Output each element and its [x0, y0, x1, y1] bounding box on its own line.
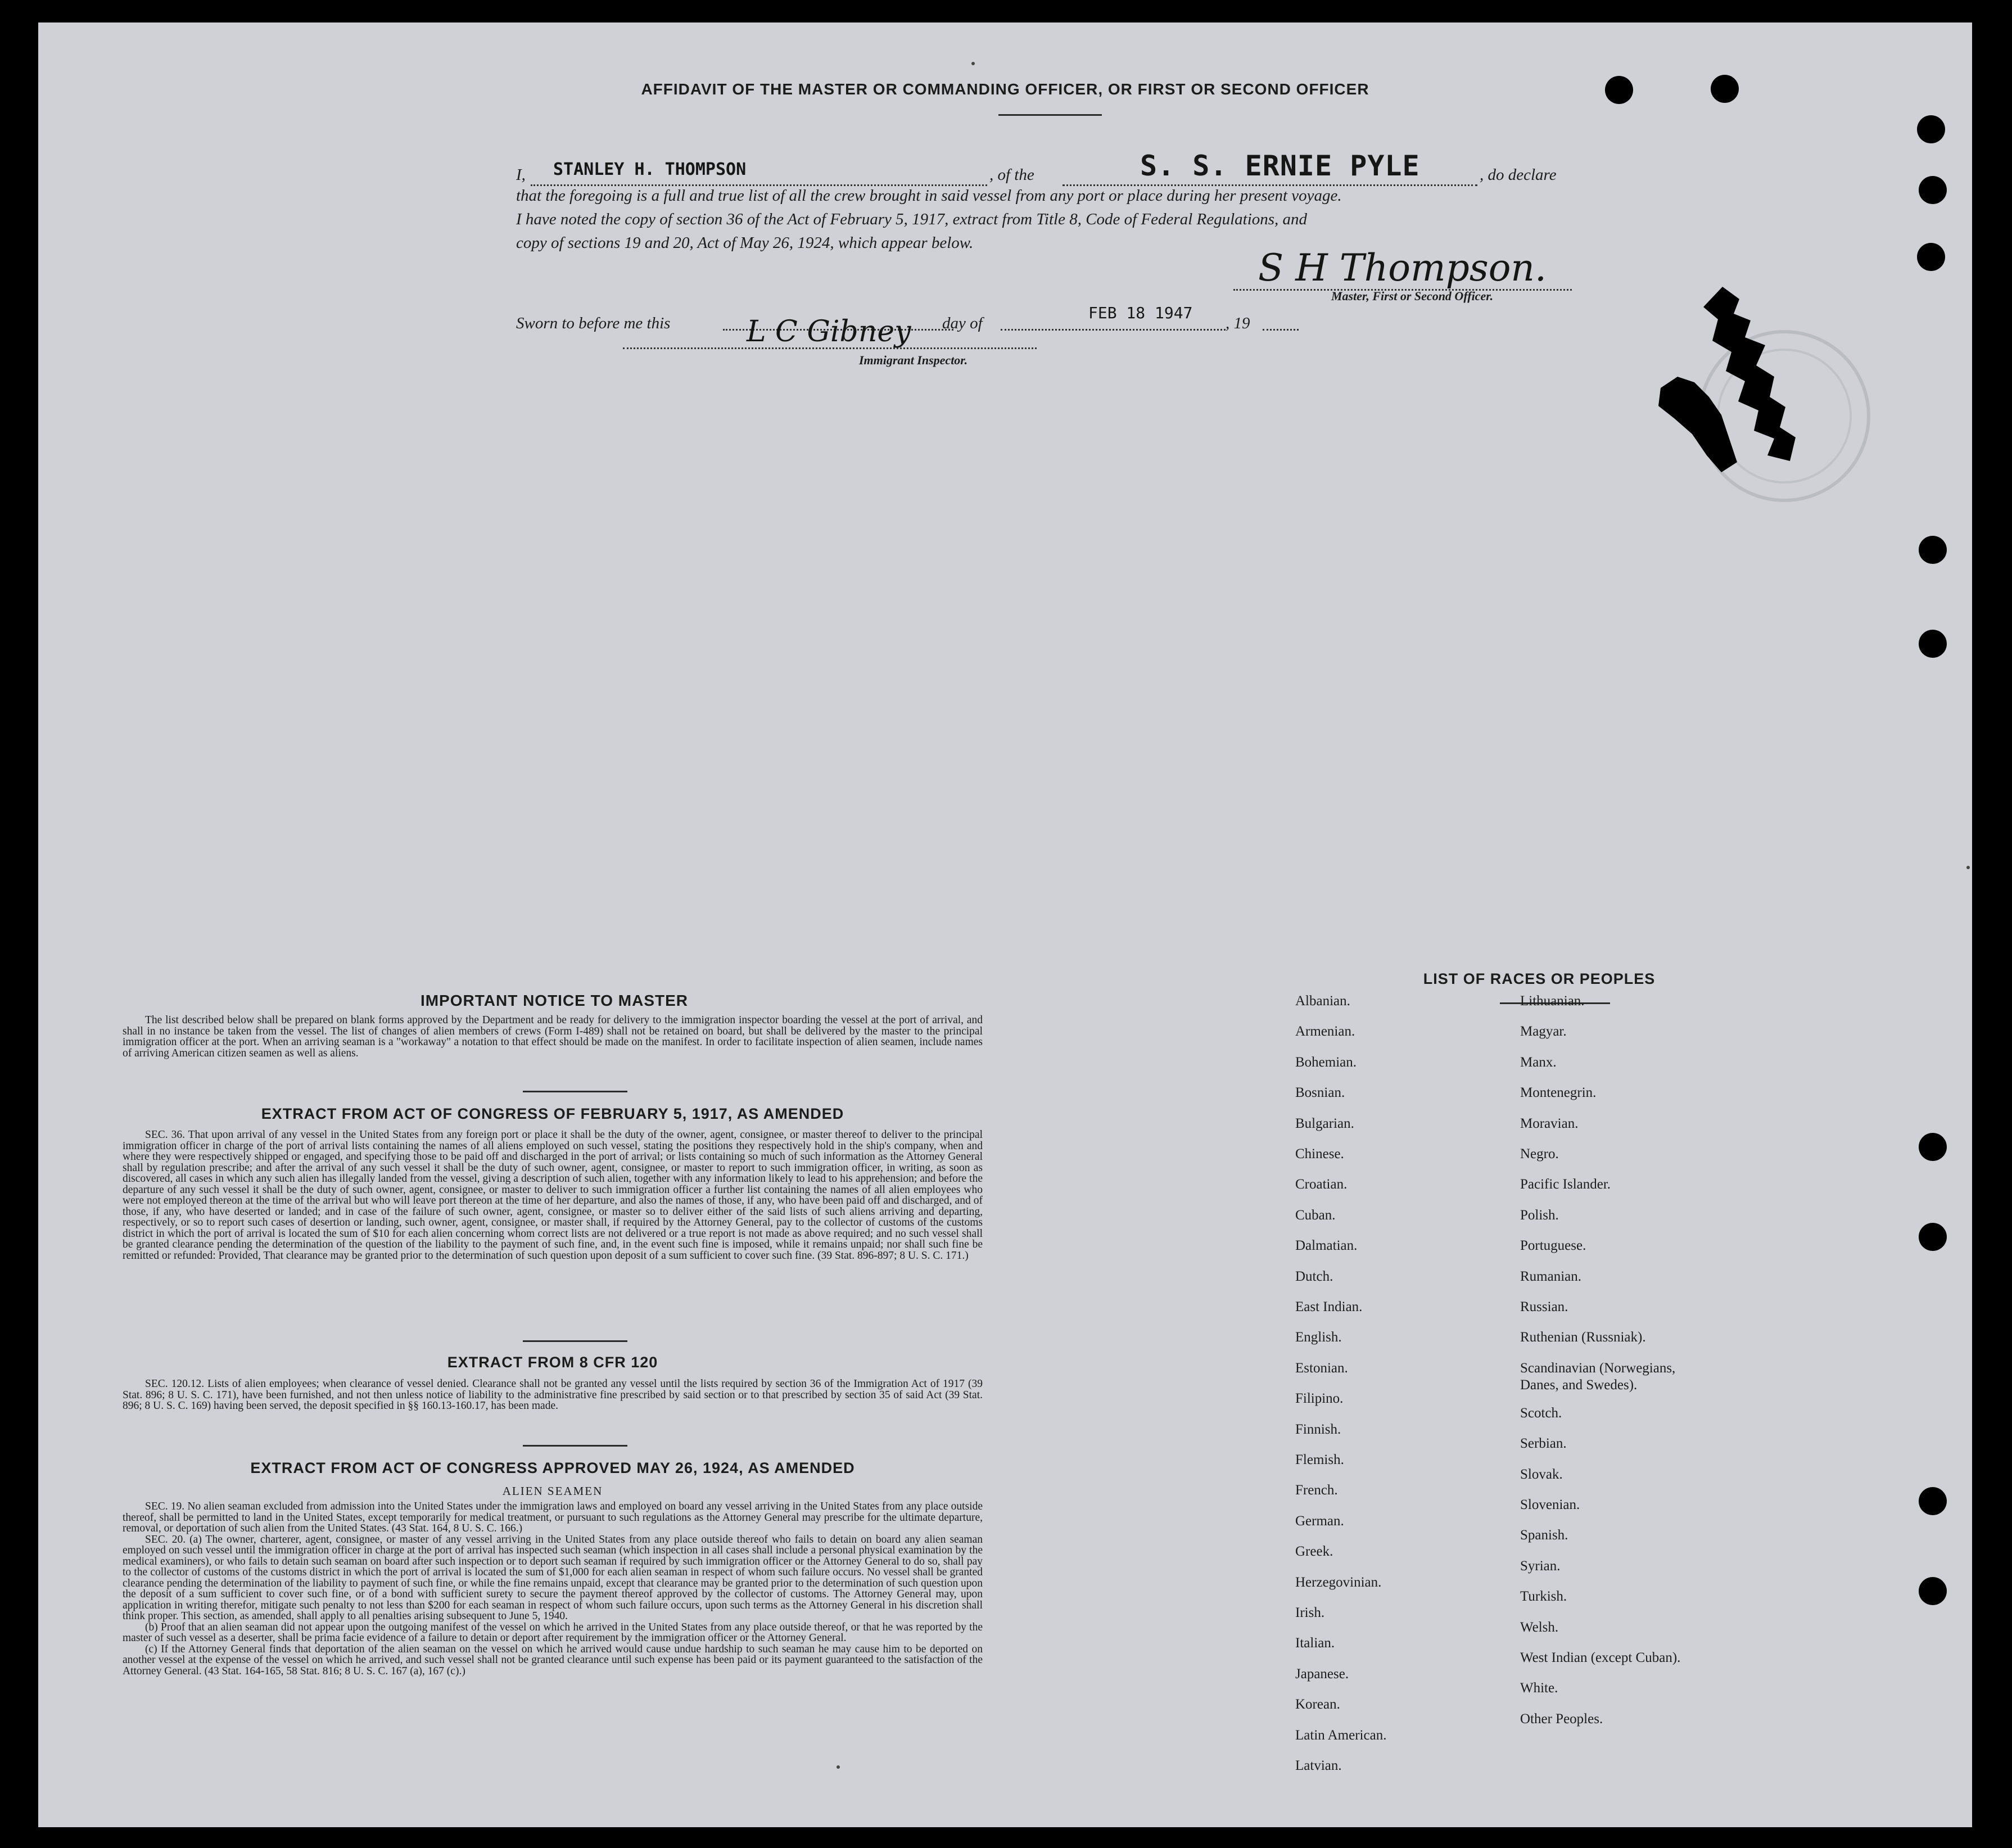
extract-1924-block [123, 1501, 983, 1677]
race-item: Albanian. [1295, 993, 1350, 1009]
declaration-line-3: I have noted the copy of section 36 of the Act of February 5, 1917, extract from Title 8, Code of Federal Regulations, and [516, 210, 1308, 228]
race-item: Portuguese. [1520, 1238, 1586, 1254]
race-item: Montenegrin. [1520, 1085, 1597, 1101]
race-item: Latvian. [1295, 1758, 1342, 1773]
speck [837, 1765, 840, 1769]
race-item: Magyar. [1520, 1024, 1567, 1040]
race-item: Scandinavian (Norwegians, [1520, 1360, 1676, 1376]
declaration-line-4: copy of sections 19 and 20, Act of May 26, 1924, which appear below. [516, 234, 974, 252]
vessel-name: S. S. ERNIE PYLE [1140, 150, 1420, 182]
race-item: Armenian. [1295, 1024, 1355, 1040]
race-item: Spanish. [1520, 1528, 1568, 1543]
speck [971, 62, 975, 65]
race-item: Manx. [1520, 1054, 1557, 1070]
punch-hole [1919, 1577, 1947, 1605]
master-name-line [531, 184, 987, 186]
punch-hole [1919, 176, 1947, 204]
race-item: East Indian. [1295, 1299, 1363, 1314]
race-item: Greek. [1295, 1544, 1333, 1560]
race-item: Herzegovinian. [1295, 1574, 1382, 1590]
race-item: Serbian. [1520, 1436, 1567, 1452]
punch-hole [1917, 115, 1945, 143]
race-item: Welsh. [1520, 1619, 1559, 1635]
punch-hole [1919, 1223, 1947, 1251]
extract-1924-sec20a: SEC. 20. (a) The owner, charterer, agent, consignee, or master of any vessel arriving in the United States from any place outside thereof who fails to detain on board any alien seaman employed on such vessel until the immigration officer in charge at the port of arrival has inspected such seaman (which inspection in all cases shall include a personal physical examination by the medical examiners), or who fails to detain such seaman on board after such inspection or to deport such seaman if required by such immigration officer or the Attorney General to do so, shall pay to the collector of customs of the customs district in which the port of arrival is located the sum of $1,000 for each alien seaman in respect of whom such failure occurs. No vessel shall be granted clearance pending the determination of the liability to payment of such fine, or while the fine remains unpaid, except that clearance may be granted prior to the determination of such question upon the deposit of a sum sufficient to cover such fine, or of a bond with sufficient surety to secure the payment thereof approved by the collector of customs. The Attorney General may, upon application in writing therefor, mitigate such penalty to not less than $200 for each seaman in respect of whom such failure occurs, upon such terms as the Attorney General in his discretion shall think proper. This section, as amended, shall apply to all penalties arising subsequent to June 5, 1940. [123, 1533, 983, 1622]
race-item: West Indian (except Cuban). [1520, 1650, 1681, 1665]
punch-hole [1711, 75, 1739, 103]
race-item: Slovak. [1520, 1466, 1563, 1482]
race-item: Dutch. [1295, 1268, 1333, 1284]
race-item: Rumanian. [1520, 1268, 1582, 1284]
race-item: Negro. [1520, 1146, 1559, 1162]
seal-emblem [1655, 287, 1891, 545]
race-item: Filipino. [1295, 1391, 1344, 1407]
i-label: I, [516, 166, 526, 184]
extract-1924-title: EXTRACT FROM ACT OF CONGRESS APPROVED MAY 26, 1924, AS AMENDED [250, 1460, 855, 1476]
race-item: Chinese. [1295, 1146, 1344, 1162]
extract-1917-block [123, 1129, 983, 1261]
race-item: Scotch. [1520, 1405, 1562, 1421]
extract-1917-title: EXTRACT FROM ACT OF CONGRESS OF FEBRUARY 5, 1917, AS AMENDED [261, 1105, 844, 1122]
form-page [38, 22, 1972, 1827]
master-caption: Master, First or Second Officer. [1331, 289, 1494, 303]
race-item: Lithuanian. [1520, 993, 1585, 1009]
affidavit-title: AFFIDAVIT OF THE MASTER OR COMMANDING OFFICER, OR FIRST OR SECOND OFFICER [641, 80, 1369, 98]
race-item: Flemish. [1295, 1452, 1344, 1467]
extract-1924-sec20b: (b) Proof that an alien seaman did not appear upon the outgoing manifest of the vessel on which he arrived in the United States from any place outside thereof, or that he was reported by the master of such vessel as a deserter, shall be prima facie evidence of a failure to detain or deport after requirement by the immigration officer or the Attorney General. [123, 1621, 983, 1644]
race-item: German. [1295, 1513, 1344, 1529]
race-item: French. [1295, 1483, 1338, 1498]
master-name: STANLEY H. THOMPSON [553, 160, 747, 179]
extract-1917-divider [523, 1340, 627, 1342]
sworn-month-line [1001, 329, 1226, 331]
extract-8cfr-block [123, 1379, 983, 1412]
race-item: Latin American. [1295, 1727, 1387, 1743]
race-item: White. [1520, 1680, 1558, 1696]
race-item: Danes, and Swedes). [1520, 1377, 1638, 1393]
punch-hole [1917, 243, 1945, 271]
speck [1966, 866, 1970, 869]
extract-1924-subtitle: ALIEN SEAMEN [502, 1484, 603, 1498]
punch-hole [1919, 1133, 1947, 1161]
race-item: Finnish. [1295, 1421, 1341, 1437]
race-item: Syrian. [1520, 1558, 1561, 1574]
race-item: English. [1295, 1330, 1342, 1345]
notice-body: The list described below shall be prepared on blank forms approved by the Department and be ready for delivery to the immigration inspector boarding the vessel at the port of arrival, and shall in no instance be taken from the vessel. The list of changes of alien members of crews (Form I-489) shall not be retained on board, but shall be delivered by the master to the principal immigration officer at the port. When an arriving seaman is a "workaway" a notation to that effect should be made on the manifest. In order to facilitate inspection of alien seamen, include names of arriving American citizen seamen as well as aliens. [123, 1014, 983, 1059]
punch-hole [1605, 76, 1633, 104]
inspector-signature: L C Gibney [747, 315, 911, 349]
sworn-label: Sworn to before me this [516, 314, 671, 332]
race-item: Bulgarian. [1295, 1115, 1354, 1131]
vessel-line [1062, 184, 1477, 186]
race-item: Pacific Islander. [1520, 1177, 1611, 1192]
race-item: Japanese. [1295, 1666, 1349, 1682]
race-item: Ruthenian (Russniak). [1520, 1330, 1646, 1345]
race-item: Bohemian. [1295, 1054, 1357, 1070]
race-item: Estonian. [1295, 1360, 1348, 1376]
extract-1917-body: SEC. 36. That upon arrival of any vessel in the United States from any foreign port or place it shall be the duty of the owner, agent, consignee, or master thereof to deliver to the principal immigration officer in charge of the port of arrival lists containing the names of all aliens employed on such vessel, stating the positions they respectively hold in the ship's company, when and where they were respectively shipped or engaged, and specifying those to be paid off and discharged in the port of arrival; or lists containing so much of such information as the Attorney General shall by regulation prescribe; and after the arrival of any such vessel it shall be the duty of such owner, agent, consignee, or master to report to such immigration officer, in writing, as soon as discovered, all cases in which any such alien has illegally landed from the vessel, giving a description of such alien, together with any information likely to lead to his apprehension; and before the departure of any such vessel it shall be the duty of such owner, agent, consignee, or master to deliver to such immigration officer a further list containing the names of all alien employees who were not employed thereon at the time of the arrival but who will leave port thereon at the time of her departure, and also the names of those, if any, who have been paid off and discharged, and of those, if any, who have deserted or landed; and in case of the failure of such owner, agent, consignee, or master so to deliver either of the said lists of such aliens arriving and departing, respectively, or so to report such cases of desertion or landing, such owner, agent, consignee, or master shall, if required by the Attorney General, pay to the collector of customs of the customs district in which the port of arrival is located the sum of $10 for each alien concerning whom correct lists are not delivered or a true report is not made as above required; and no such vessel shall be granted clearance pending the determination of the question of the liability to the payment of such fine, and, in the event such fine is imposed, while it remains unpaid; nor shall such fine be remitted or refunded: Provided, That clearance may be granted prior to the determination of such question upon deposit of a sum sufficient to cover such fine. (39 Stat. 896-897; 8 U. S. C. 171.) [123, 1129, 983, 1262]
master-signature: S H Thompson. [1258, 246, 1547, 290]
extract-1924-sec20c: (c) If the Attorney General finds that deportation of the alien seaman on the vessel on which he arrived would cause undue hardship to such seaman he may cause him to be deported on another vessel at the expense of the vessel on which he arrived, and such vessel shall not be granted clearance until such expense has been paid or its payment guaranteed to the satisfaction of the Attorney General. (43 Stat. 164-165, 58 Stat. 816; 8 U. S. C. 167 (a), 167 (c).) [123, 1643, 983, 1677]
inspector-caption: Immigrant Inspector. [859, 353, 968, 367]
sworn-year-line [1263, 329, 1299, 331]
race-item: Irish. [1295, 1605, 1325, 1620]
declaration-line-2: that the foregoing is a full and true list of all the crew brought in said vessel from any port or place during her present voyage. [516, 187, 1342, 205]
notice-body-block [123, 1015, 983, 1059]
race-item: Slovenian. [1520, 1497, 1580, 1512]
punch-hole [1919, 536, 1947, 564]
year-prefix: , 19 [1226, 314, 1250, 332]
race-item: Dalmatian. [1295, 1238, 1358, 1254]
title-divider [998, 114, 1102, 116]
notice-title: IMPORTANT NOTICE TO MASTER [420, 992, 689, 1009]
punch-hole [1919, 630, 1947, 658]
race-item: Turkish. [1520, 1589, 1567, 1605]
race-item: Russian. [1520, 1299, 1568, 1314]
extract-8cfr-divider [523, 1445, 627, 1447]
race-item: Italian. [1295, 1635, 1335, 1651]
race-item: Korean. [1295, 1697, 1340, 1713]
race-item: Moravian. [1520, 1115, 1579, 1131]
date-stamp: FEB 18 1947 [1088, 304, 1193, 322]
punch-hole [1919, 1487, 1947, 1515]
race-item: Croatian. [1295, 1177, 1348, 1192]
race-item: Cuban. [1295, 1207, 1336, 1223]
race-item: Polish. [1520, 1207, 1559, 1223]
race-item: Bosnian. [1295, 1085, 1345, 1101]
day-of-label: day of [942, 314, 983, 332]
extract-1924-sec19: SEC. 19. No alien seaman excluded from admission into the United States under the immigration laws and employed on board any vessel arriving in the United States from any place outside thereof, shall be permitted to land in the United States, except temporarily for medical treatment, or pursuant to such regulations as the Attorney General may prescribe for the ultimate departure, removal, or deportation of such alien from the United States. (43 Stat. 164, 8 U. S. C. 166.) [123, 1501, 983, 1534]
race-item: Other Peoples. [1520, 1711, 1603, 1727]
do-declare-label: , do declare [1480, 166, 1557, 184]
races-title: LIST OF RACES OR PEOPLES [1423, 970, 1656, 987]
notice-divider [523, 1091, 627, 1092]
extract-8cfr-title: EXTRACT FROM 8 CFR 120 [447, 1354, 658, 1371]
extract-8cfr-body: SEC. 120.12. Lists of alien employees; when clearance of vessel denied. Clearance shall not be granted any vessel until the lists required by section 36 of the Immigration Act of 1917 (39 Stat. 896; 8 U. S. C. 171), have been furnished, and not then unless notice of liability to the administrative fine prescribed by said section or to that prescribed by section 35 of said Act (39 Stat. 896; 8 U. S. C. 169) having been served, the deposit specified in §§ 160.13-160.17, has been made. [123, 1378, 983, 1412]
of-the-label: , of the [989, 166, 1034, 184]
